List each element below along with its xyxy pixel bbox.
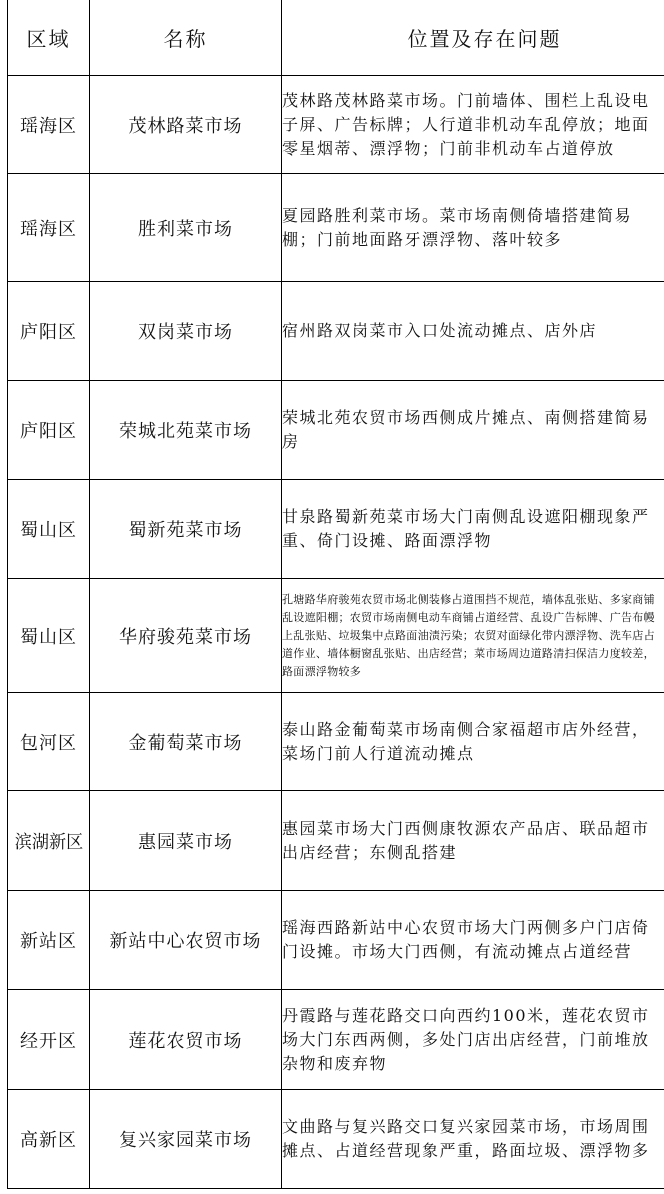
area-text: 庐阳区 <box>20 322 77 343</box>
name-cell <box>90 480 282 579</box>
name-text: 金葡萄菜市场 <box>128 732 243 754</box>
area-text: 高新区 <box>20 1130 77 1151</box>
name-cell <box>90 891 282 990</box>
area-cell <box>8 693 90 791</box>
name-cell <box>90 174 282 282</box>
name-text: 华府骏苑菜市场 <box>119 626 252 648</box>
area-text: 包河区 <box>20 732 77 754</box>
name-text: 荣城北苑菜市场 <box>119 421 252 442</box>
issue-cell <box>282 693 664 791</box>
table-row <box>8 990 664 1090</box>
area-cell <box>8 990 90 1090</box>
area-cell <box>8 282 90 381</box>
issue-cell <box>282 480 664 579</box>
area-cell <box>8 1090 90 1189</box>
area-text: 蜀山区 <box>20 520 77 541</box>
name-text: 胜利菜市场 <box>138 218 233 240</box>
issue-text: 茂林路茂林路菜市场。门前墙体、围栏上乱设电子屏、广告标牌；人行道非机动车乱停放；地面零星烟蒂、漂浮物；门前非机动车占道停放 <box>282 90 650 158</box>
issue-text: 文曲路与复兴路交口复兴家园菜市场，市场周围摊点、占道经营现象严重，路面垃圾、漂浮物多 <box>282 1117 650 1160</box>
table-row <box>8 76 664 174</box>
name-cell <box>90 76 282 174</box>
issue-text: 夏园路胜利菜市场。菜市场南侧倚墙搭建简易棚；门前地面路牙漂浮物、落叶较多 <box>282 205 633 249</box>
area-cell <box>8 480 90 579</box>
issue-text: 孔塘路华府骏苑农贸市场北侧装修占道围挡不规范，墙体乱张贴、多家商铺乱设遮阳棚；农贸市场南侧电动车商铺占道经营、乱设广告标牌、广告布幔上乱张贴、垃圾集中点路面油渍污染；农贸对面绿化带内漂浮物、洗车店占道作业、墙体橱窗乱张贴、出店经营；菜市场周边道路清扫保洁力度较差，路面漂浮物较多 <box>282 592 655 678</box>
issue-cell <box>282 174 664 282</box>
area-text: 新站区 <box>20 931 77 952</box>
table-row <box>8 1090 664 1189</box>
issue-text: 甘泉路蜀新苑菜市场大门南侧乱设遮阳棚现象严重、倚门设摊、路面漂浮物 <box>282 507 650 550</box>
issue-text: 瑶海西路新站中心农贸市场大门两侧多户门店倚门设摊。市场大门西侧，有流动摊点占道经营 <box>282 918 650 961</box>
issue-text: 宿州路双岗菜市入口处流动摊点、店外店 <box>282 321 598 340</box>
area-text: 瑶海区 <box>20 115 77 137</box>
issue-cell <box>282 990 664 1090</box>
table-row <box>8 480 664 579</box>
header-area: 区域 <box>8 0 90 76</box>
header-name: 名称 <box>90 0 282 76</box>
area-cell <box>8 381 90 480</box>
area-text: 滨湖新区 <box>14 831 83 853</box>
table-row <box>8 579 664 693</box>
header-issue: 位置及存在问题 <box>282 0 664 76</box>
area-cell <box>8 579 90 693</box>
issue-text: 丹霞路与莲花路交口向西约100米，莲花农贸市场大门东西两侧，多处门店出店经营，门前堆放杂物和废弃物 <box>282 1005 650 1073</box>
table-row <box>8 891 664 990</box>
issue-text: 惠园菜市场大门西侧康牧源农产品店、联品超市出店经营；东侧乱搭建 <box>282 818 650 862</box>
area-cell <box>8 76 90 174</box>
area-text: 瑶海区 <box>20 218 77 240</box>
name-cell <box>90 381 282 480</box>
table-row <box>8 282 664 381</box>
name-cell <box>90 282 282 381</box>
table-row <box>8 174 664 282</box>
table-header-row <box>8 0 664 76</box>
name-text: 莲花农贸市场 <box>128 1030 243 1052</box>
name-text: 惠园菜市场 <box>138 831 233 853</box>
area-text: 蜀山区 <box>20 626 77 648</box>
table-row <box>8 693 664 791</box>
name-text: 茂林路菜市场 <box>128 115 243 137</box>
name-text: 新站中心农贸市场 <box>109 931 262 952</box>
area-text: 庐阳区 <box>20 421 77 442</box>
name-cell <box>90 1090 282 1189</box>
area-cell <box>8 791 90 891</box>
name-cell <box>90 791 282 891</box>
issue-cell <box>282 891 664 990</box>
area-cell <box>8 891 90 990</box>
table-row <box>8 791 664 891</box>
table-row <box>8 381 664 480</box>
issue-cell <box>282 76 664 174</box>
issue-cell <box>282 579 664 693</box>
name-cell <box>90 990 282 1090</box>
issue-cell <box>282 282 664 381</box>
issue-cell <box>282 381 664 480</box>
area-text: 经开区 <box>20 1030 77 1052</box>
name-text: 蜀新苑菜市场 <box>128 520 243 541</box>
market-inspection-table <box>7 0 664 1189</box>
issue-text: 荣城北苑农贸市场西侧成片摊点、南侧搭建简易房 <box>282 408 650 451</box>
issue-cell <box>282 791 664 891</box>
issue-cell <box>282 1090 664 1189</box>
name-text: 复兴家园菜市场 <box>119 1130 252 1151</box>
area-cell <box>8 174 90 282</box>
name-cell <box>90 579 282 693</box>
name-cell <box>90 693 282 791</box>
issue-text: 泰山路金葡萄菜市场南侧合家福超市店外经营，菜场门前人行道流动摊点 <box>282 719 650 763</box>
name-text: 双岗菜市场 <box>138 322 233 343</box>
